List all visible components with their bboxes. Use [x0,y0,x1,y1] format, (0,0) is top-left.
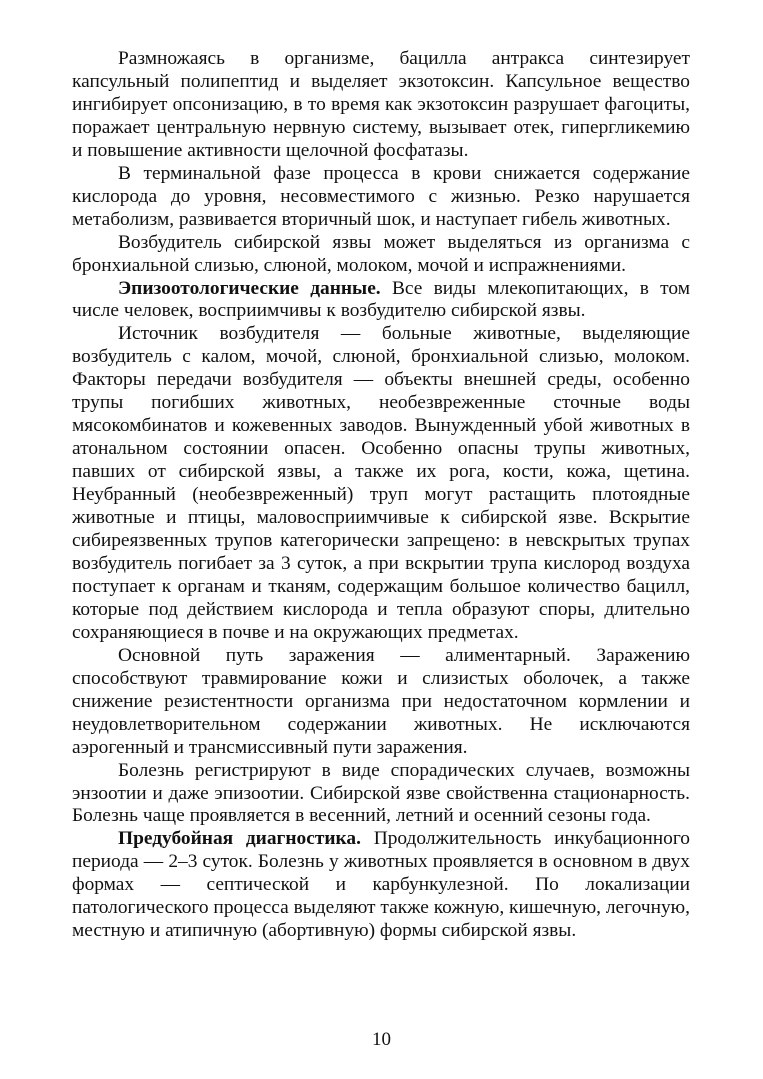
paragraph-text: Основной путь заражения — алиментарный. Заражению способствуют травмирование кожи и слизистых оболочек, а также снижение резистентности организма при недостаточном кормлении и неудовлетворительном содержании животных. Не исключаются аэрогенный и трансмиссивный пути заражения. [72,644,690,758]
paragraph-text: Возбудитель сибирской язвы может выделяться из организма с бронхиальной слизью, слюной, молоком, мочой и испражнениями. [72,231,690,276]
paragraph-infection-route [72,645,690,760]
paragraph-text: Болезнь регистрируют в виде спорадических случаев, возможны энзоотии и даже эпизоотии. Сибирской язве свойственна стационарность. Болезнь чаще проявляется в весенний, летний и осенний сезоны года. [72,759,690,827]
paragraph-text: В терминальной фазе процесса в крови снижается содержание кислорода до уровня, несовместимого с жизнью. Резко нарушается метаболизм, развивается вторичный шок, и наступает гибель животных. [72,162,690,230]
paragraph-terminal-phase [72,163,690,232]
paragraph-pathogenesis [72,48,690,163]
page-number: 10 [372,1029,391,1050]
paragraph-diagnostics [72,828,690,943]
paragraph-text: Размножаясь в организме, бацилла антракса синтезирует капсульный полипептид и выделяет экзотоксин. Капсульное вещество ингибирует опсонизацию, в то время как экзотоксин разрушает фагоциты, поражает центральную нервную систему, вызывает отек, гипергликемию и повышение активности щелочной фосфатазы. [72,48,690,161]
paragraph-epizootology [72,278,690,324]
document-page [72,48,690,943]
paragraph-registration [72,760,690,829]
paragraph-excretion [72,232,690,278]
paragraph-text: Продолжительность инкубационного периода — 2–3 суток. Болезнь у животных проявляется в основном в двух формах — септической и карбункулезной. По локализации патологического процесса выделяют также кожную, кишечную, легочную, местную и атипичную (абортивную) формы сибирской язвы. [72,828,690,942]
paragraph-text: Источник возбудителя — больные животные, выделяющие возбудитель с калом, мочой, слюной, бронхиальной слизью, молоком. Факторы передачи возбудителя — объекты внешней среды, особенно трупы погибших животных, необезвреженные сточные воды мясокомбинатов и кожевенных заводов. Вынужденный убой животных в атональном состоянии опасен. Особенно опасны трупы животных, павших от сибирской язвы, а также их рога, кости, кожа, щетина. Неубранный (необезвреженный) труп могут растащить плотоядные животные и птицы, маловосприимчивые к сибирской язве. Вскрытие сибиреязвенных трупов категорически запрещено: в невскрытых трупах возбудитель погибает за 3 суток, а при вскрытии трупа кислород воздуха поступает к органам и тканям, содержащим большое количество бацилл, которые под действием кислорода и тепла образуют споры, длительно сохраняющиеся в почве и на окружающих предметах. [72,323,690,643]
section-heading-diagnostics: Предубойная диагностика. [118,828,361,850]
paragraph-text: Все виды млекопитающих, в том числе человек, восприимчивы к возбудителю сибирской язвы. [72,277,690,322]
paragraph-source [72,323,690,644]
section-heading-epizootology: Эпизоотологические данные. [118,277,381,299]
